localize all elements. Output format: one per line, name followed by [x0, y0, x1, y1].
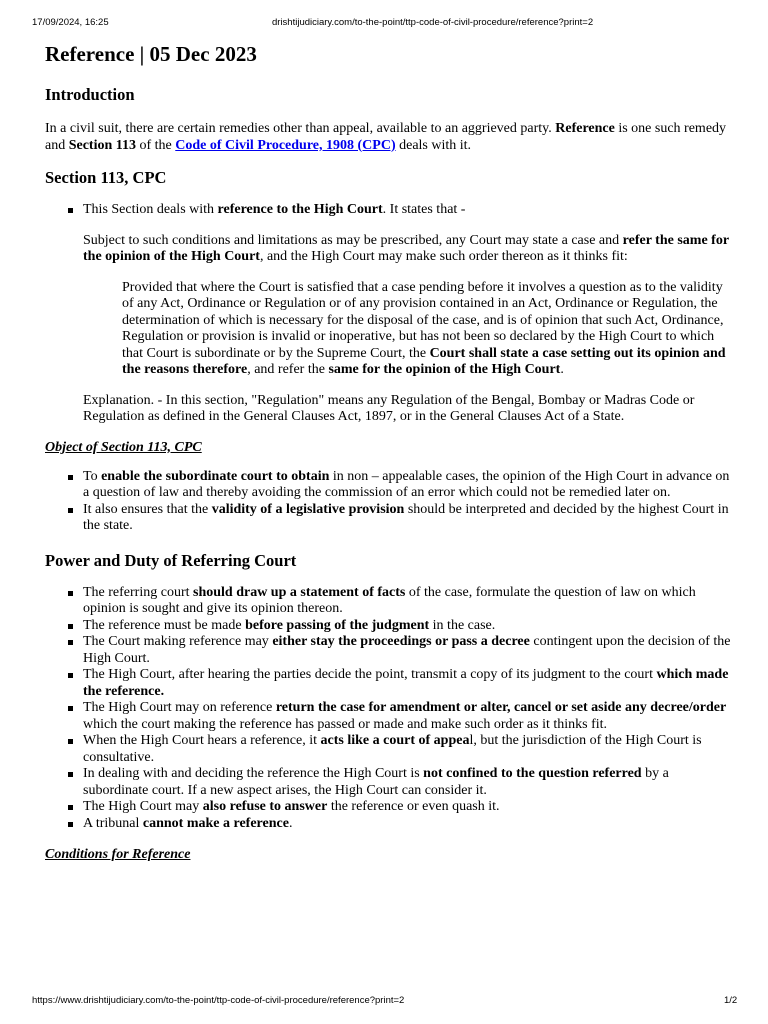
- cpc-link[interactable]: Code of Civil Procedure, 1908 (CPC): [175, 137, 396, 153]
- power-list: [45, 585, 735, 833]
- heading-object: Object of Section 113, CPC: [45, 439, 202, 455]
- list-item: The reference must be made before passing of the judgment in the case.: [83, 618, 735, 635]
- heading-section-113: Section 113, CPC: [45, 168, 167, 187]
- list-item: In dealing with and deciding the reference the High Court is not confined to the question referred by a subordinate court. If a new aspect arises, the High Court can consider it.: [83, 766, 735, 799]
- heading-power-duty: Power and Duty of Referring Court: [45, 550, 297, 570]
- article: [45, 40, 735, 864]
- list-item: A tribunal cannot make a reference.: [83, 816, 735, 833]
- list-item: The High Court, after hearing the parties decide the point, transmit a copy of its judgment to the court which made the reference.: [83, 667, 735, 700]
- object-list: [45, 469, 735, 535]
- list-item: The Court making reference may either stay the proceedings or pass a decree contingent upon the decision of the High Court.: [83, 634, 735, 667]
- list-item: This Section deals with reference to the High Court. It states that -: [83, 202, 735, 219]
- section-113-list: [45, 202, 735, 219]
- heading-introduction: Introduction: [45, 85, 135, 104]
- print-datetime: 17/09/2024, 16:25: [32, 17, 109, 28]
- list-item: To enable the subordinate court to obtain in non – appealable cases, the opinion of the High Court in advance on a question of law and thereby avoiding the commission of an error which could not be remedied later on.: [83, 469, 735, 502]
- list-item: The High Court may on reference return the case for amendment or alter, cancel or set aside any decree/order which the court making the reference has passed or made and make such order as it thinks fit.: [83, 700, 735, 733]
- list-item: The referring court should draw up a statement of facts of the case, formulate the question of law on which opinion is sought and give its opinion thereon.: [83, 585, 735, 618]
- print-footer-url: https://www.drishtijudiciary.com/to-the-point/ttp-code-of-civil-procedure/reference?print=2: [32, 995, 405, 1006]
- page-title: Reference | 05 Dec 2023: [45, 42, 257, 66]
- print-header-url: drishtijudiciary.com/to-the-point/ttp-code-of-civil-procedure/reference?print=2: [272, 17, 594, 28]
- section-113-proviso: Provided that where the Court is satisfied that a case pending before it involves a question as to the validity of any Act, Ordinance or Regulation or of any provision contained in an Act, Ordinance or Regulation, the determination of which is necessary for the disposal of the case, and is of opinion that such Act, Ordinance, Regulation or provision is invalid or inoperative, but has not been so declared by the High Court to which that Court is subordinate or by the Supreme Court, the Court shall state a case setting out its opinion and the reasons therefore, and refer the same for the opinion of the High Court.: [122, 279, 726, 377]
- section-113-text: Subject to such conditions and limitations as may be prescribed, any Court may state a case and refer the same for the opinion of the High Court, and the High Court may make such order thereon as it thinks fit:: [83, 232, 729, 264]
- list-item: When the High Court hears a reference, it acts like a court of appeal, but the jurisdiction of the High Court is consultative.: [83, 733, 735, 766]
- intro-paragraph: In a civil suit, there are certain remedies other than appeal, available to an aggrieved party. Reference is one such remedy and Section 113 of the Code of Civil Procedure, 1908 (CPC) deals with it.: [45, 121, 727, 153]
- list-item: The High Court may also refuse to answer the reference or even quash it.: [83, 799, 735, 816]
- page-number: 1/2: [724, 995, 738, 1006]
- list-item: It also ensures that the validity of a legislative provision should be interpreted and decided by the highest Court in the state.: [83, 502, 735, 535]
- section-113-explanation: Explanation. - In this section, "Regulation" means any Regulation of the Bengal, Bombay or Madras Code or Regulation as defined in the General Clauses Act, 1897, or in the General Clauses Act of a State.: [83, 392, 695, 424]
- heading-conditions: Conditions for Reference: [45, 847, 191, 862]
